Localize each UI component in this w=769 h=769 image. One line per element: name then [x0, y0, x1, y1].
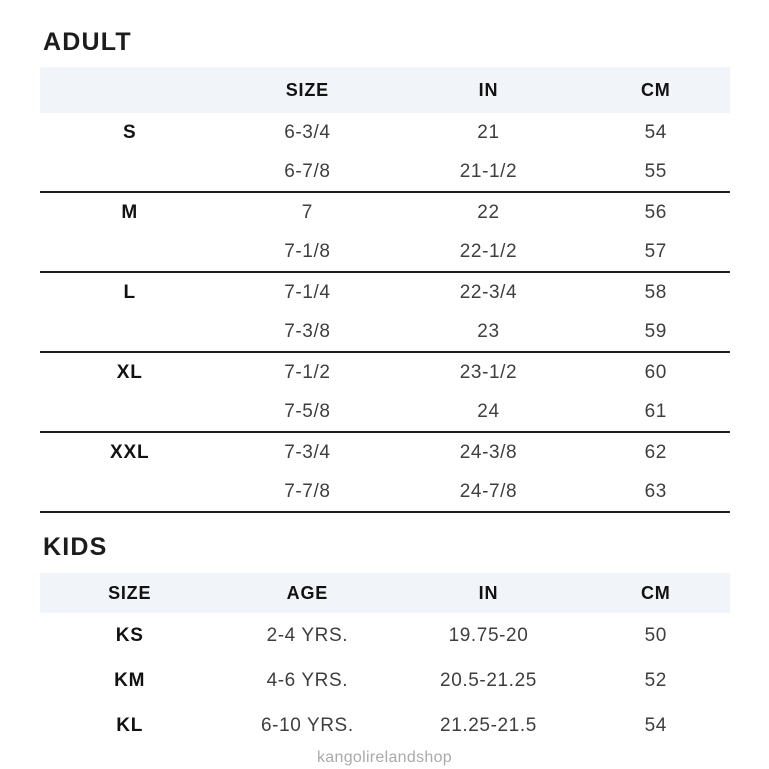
adult-header-row: [40, 67, 730, 113]
kids-section-title: KIDS: [43, 533, 108, 561]
hat-size-value: 7-1/8: [284, 240, 331, 262]
table-row: [40, 703, 730, 748]
age-value: 4-6 YRS.: [266, 669, 349, 691]
adult-header-size: SIZE: [285, 79, 329, 100]
table-row: [40, 353, 730, 392]
hat-size-value: 7-1/4: [284, 281, 331, 303]
size-label: KL: [116, 714, 144, 736]
inches-value: 24: [477, 400, 500, 422]
cm-value: 59: [644, 320, 667, 342]
adult-section-title: ADULT: [43, 28, 132, 56]
inches-value: 22-3/4: [459, 281, 518, 303]
adult-group-xxl: [40, 433, 730, 513]
hat-size-value: 7-3/8: [284, 320, 331, 342]
cm-value: 54: [644, 714, 667, 736]
age-value: 6-10 YRS.: [261, 714, 354, 736]
inches-value: 21: [477, 121, 500, 143]
hat-size-value: 7-5/8: [284, 400, 331, 422]
table-row: [40, 273, 730, 312]
kids-header-in: IN: [478, 582, 499, 603]
cm-value: 58: [644, 281, 667, 303]
inches-value: 22: [477, 201, 500, 223]
hat-size-value: 6-7/8: [284, 160, 331, 182]
kids-header-row: [40, 573, 730, 613]
cm-value: 55: [644, 160, 667, 182]
cm-value: 62: [644, 441, 667, 463]
watermark-text: kangolirelandshop: [317, 749, 452, 766]
cm-value: 57: [644, 240, 667, 262]
size-label: M: [121, 201, 139, 223]
size-label: L: [123, 281, 136, 303]
table-row: [40, 433, 730, 472]
adult-group-m: [40, 193, 730, 273]
size-label: XXL: [110, 441, 150, 463]
hat-size-value: 7-3/4: [284, 441, 331, 463]
kids-size-table: [40, 573, 730, 748]
cm-value: 61: [644, 400, 667, 422]
inches-value: 22-1/2: [459, 240, 518, 262]
adult-group-xl: [40, 353, 730, 433]
inches-value: 21.25-21.5: [440, 714, 537, 736]
cm-value: 56: [644, 201, 667, 223]
inches-value: 21-1/2: [459, 160, 518, 182]
inches-value: 24-7/8: [459, 480, 518, 502]
size-label: XL: [116, 361, 143, 383]
cm-value: 54: [644, 121, 667, 143]
kids-header-age: AGE: [286, 582, 329, 603]
cm-value: 52: [644, 669, 667, 691]
table-row: [40, 613, 730, 658]
table-row: [40, 472, 730, 511]
kids-header-cm: CM: [641, 582, 671, 603]
inches-value: 24-3/8: [459, 441, 518, 463]
cm-value: 63: [644, 480, 667, 502]
inches-value: 23-1/2: [459, 361, 518, 383]
cm-value: 50: [644, 624, 667, 646]
table-row: [40, 152, 730, 191]
inches-value: 23: [477, 320, 500, 342]
adult-group-l: [40, 273, 730, 353]
table-row: [40, 312, 730, 351]
table-row: [40, 193, 730, 232]
hat-size-value: 7-7/8: [284, 480, 331, 502]
size-label: KM: [114, 669, 146, 691]
adult-size-table: [40, 67, 730, 513]
table-row: [40, 392, 730, 431]
table-row: [40, 232, 730, 271]
hat-size-value: 7: [301, 201, 313, 223]
age-value: 2-4 YRS.: [266, 624, 349, 646]
size-label: S: [122, 121, 137, 143]
cm-value: 60: [644, 361, 667, 383]
kids-header-size: SIZE: [108, 582, 152, 603]
size-label: KS: [115, 624, 144, 646]
hat-size-value: 7-1/2: [284, 361, 331, 383]
hat-size-value: 6-3/4: [284, 121, 331, 143]
inches-value: 19.75-20: [448, 624, 529, 646]
table-row: [40, 113, 730, 152]
adult-header-cm: CM: [641, 79, 671, 100]
adult-group-s: [40, 113, 730, 193]
adult-header-in: IN: [478, 79, 499, 100]
table-row: [40, 658, 730, 703]
inches-value: 20.5-21.25: [440, 669, 537, 691]
